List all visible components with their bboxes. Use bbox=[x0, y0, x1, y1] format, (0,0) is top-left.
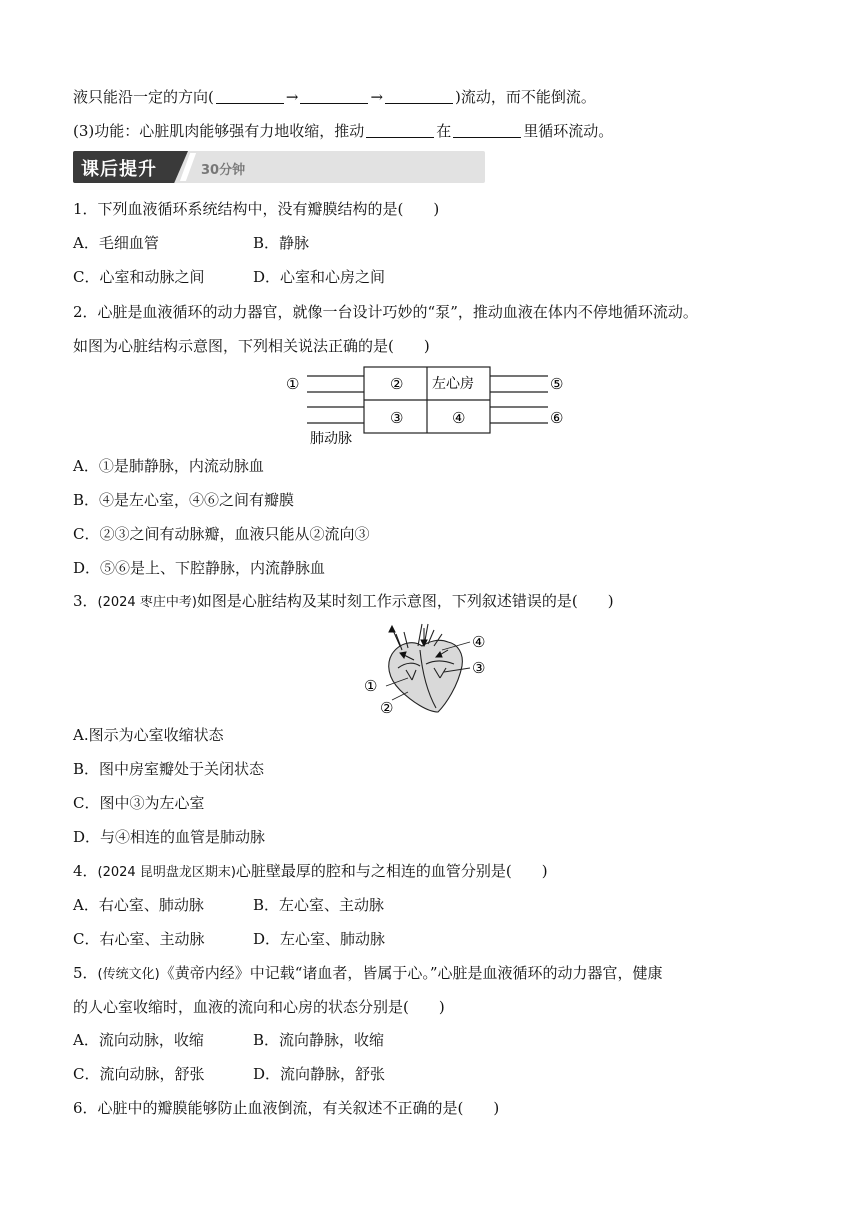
q4-options-row1 bbox=[73, 894, 385, 916]
banner-title: 课后提升 bbox=[81, 159, 157, 180]
q4-option-b: B．左心室、主动脉 bbox=[253, 896, 385, 914]
label-pulmonary-artery: 肺动脉 bbox=[310, 431, 352, 447]
heart-working-diagram bbox=[362, 620, 494, 718]
arrow-glyph: → bbox=[370, 88, 384, 106]
q1-stem: 1．下列血液循环系统结构中，没有瓣膜结构的是( ) bbox=[73, 200, 440, 218]
q2-option-c: C．②③之间有动脉瓣，血液只能从②流向③ bbox=[73, 525, 370, 543]
q4-stem bbox=[73, 860, 548, 882]
q5-stem-line2: 的人心室收缩时，血液的流向和心房的状态分别是( ) bbox=[73, 998, 445, 1016]
answer-blank bbox=[216, 87, 284, 104]
banner-time: 30分钟 bbox=[201, 163, 246, 178]
q2-stem-line2: 如图为心脏结构示意图，下列相关说法正确的是( ) bbox=[73, 337, 430, 355]
fig2-label-2: ② bbox=[380, 699, 394, 717]
q5-option-b: B．流向静脉，收缩 bbox=[253, 1031, 385, 1049]
q1-option-b: B．静脉 bbox=[253, 234, 310, 252]
q3-option-a: A.图示为心室收缩状态 bbox=[73, 726, 224, 744]
q3-option-d: D．与④相连的血管是肺动脉 bbox=[73, 828, 266, 846]
section-banner bbox=[73, 151, 485, 183]
q4-options-row2 bbox=[73, 928, 386, 950]
q1-option-c: C．心室和动脉之间 bbox=[73, 268, 205, 286]
label-1: ① bbox=[286, 375, 300, 393]
intro-line-2 bbox=[73, 120, 613, 142]
intro-line-1 bbox=[73, 86, 596, 108]
q1-option-a: A．毛细血管 bbox=[73, 234, 159, 252]
q5-option-a: A．流向动脉，收缩 bbox=[73, 1031, 204, 1049]
q5-option-d: D．流向静脉，舒张 bbox=[253, 1065, 386, 1083]
q5-source: (传统文化) bbox=[97, 967, 160, 982]
q1-options-row2 bbox=[73, 266, 386, 288]
q2-option-d: D．⑤⑥是上、下腔静脉，内流静脉血 bbox=[73, 559, 326, 577]
q6-stem: 6．心脏中的瓣膜能够防止血液倒流，有关叙述不正确的是( ) bbox=[73, 1099, 500, 1117]
arrow-glyph: → bbox=[285, 88, 299, 106]
q3-option-c: C．图中③为左心室 bbox=[73, 794, 205, 812]
label-3: ③ bbox=[390, 409, 404, 427]
intro-text: 液只能沿一定的方向( bbox=[73, 88, 214, 106]
q5-option-c: C．流向动脉，舒张 bbox=[73, 1065, 205, 1083]
label-6: ⑥ bbox=[550, 409, 564, 427]
q5-stem-line1 bbox=[73, 962, 663, 984]
q3-number: 3． bbox=[73, 592, 98, 610]
q5-stem-text: 《黄帝内经》中记载“诸血者，皆属于心。”心脏是血液循环的动力器官，健康 bbox=[159, 964, 663, 982]
answer-blank bbox=[385, 87, 453, 104]
fig2-label-1: ① bbox=[364, 677, 378, 695]
q4-stem-text: 心脏壁最厚的腔和与之相连的血管分别是( ) bbox=[235, 862, 548, 880]
q3-stem bbox=[73, 590, 614, 612]
label-2: ② bbox=[390, 375, 404, 393]
q3-option-b: B．图中房室瓣处于关闭状态 bbox=[73, 760, 265, 778]
q2-option-b: B．④是左心室，④⑥之间有瓣膜 bbox=[73, 491, 295, 509]
answer-blank bbox=[453, 121, 521, 138]
heart-structure-diagram bbox=[280, 364, 580, 448]
q3-source: (2024 枣庄中考) bbox=[97, 595, 197, 610]
label-4: ④ bbox=[452, 409, 466, 427]
q5-number: 5． bbox=[73, 964, 98, 982]
q5-options-row2 bbox=[73, 1063, 386, 1085]
label-5: ⑤ bbox=[550, 375, 564, 393]
q4-option-c: C．右心室、主动脉 bbox=[73, 930, 205, 948]
label-left-atrium: 左心房 bbox=[432, 376, 474, 392]
q2-stem-line1: 2．心脏是血液循环的动力器官，就像一台设计巧妙的“泵”，推动血液在体内不停地循环流动。 bbox=[73, 303, 698, 321]
answer-blank bbox=[366, 121, 434, 138]
q1-options-row1 bbox=[73, 232, 310, 254]
q5-options-row1 bbox=[73, 1029, 385, 1051]
q2-option-a: A．①是肺静脉，内流动脉血 bbox=[73, 457, 264, 475]
q4-number: 4． bbox=[73, 862, 98, 880]
intro-text: 在 bbox=[436, 122, 452, 140]
q3-stem-text: 如图是心脏结构及某时刻工作示意图，下列叙述错误的是( ) bbox=[196, 592, 614, 610]
q4-option-d: D．左心室、肺动脉 bbox=[253, 930, 386, 948]
intro-text: )流动，而不能倒流。 bbox=[455, 88, 596, 106]
q4-source: (2024 昆明盘龙区期末) bbox=[97, 865, 236, 880]
q4-option-a: A．右心室、肺动脉 bbox=[73, 896, 204, 914]
q1-option-d: D．心室和心房之间 bbox=[253, 268, 386, 286]
intro-text: (3)功能：心脏肌肉能够强有力地收缩，推动 bbox=[73, 122, 365, 140]
intro-text: 里循环流动。 bbox=[523, 122, 614, 140]
fig2-label-3: ③ bbox=[472, 659, 486, 677]
fig2-label-4: ④ bbox=[472, 633, 486, 651]
answer-blank bbox=[300, 87, 368, 104]
